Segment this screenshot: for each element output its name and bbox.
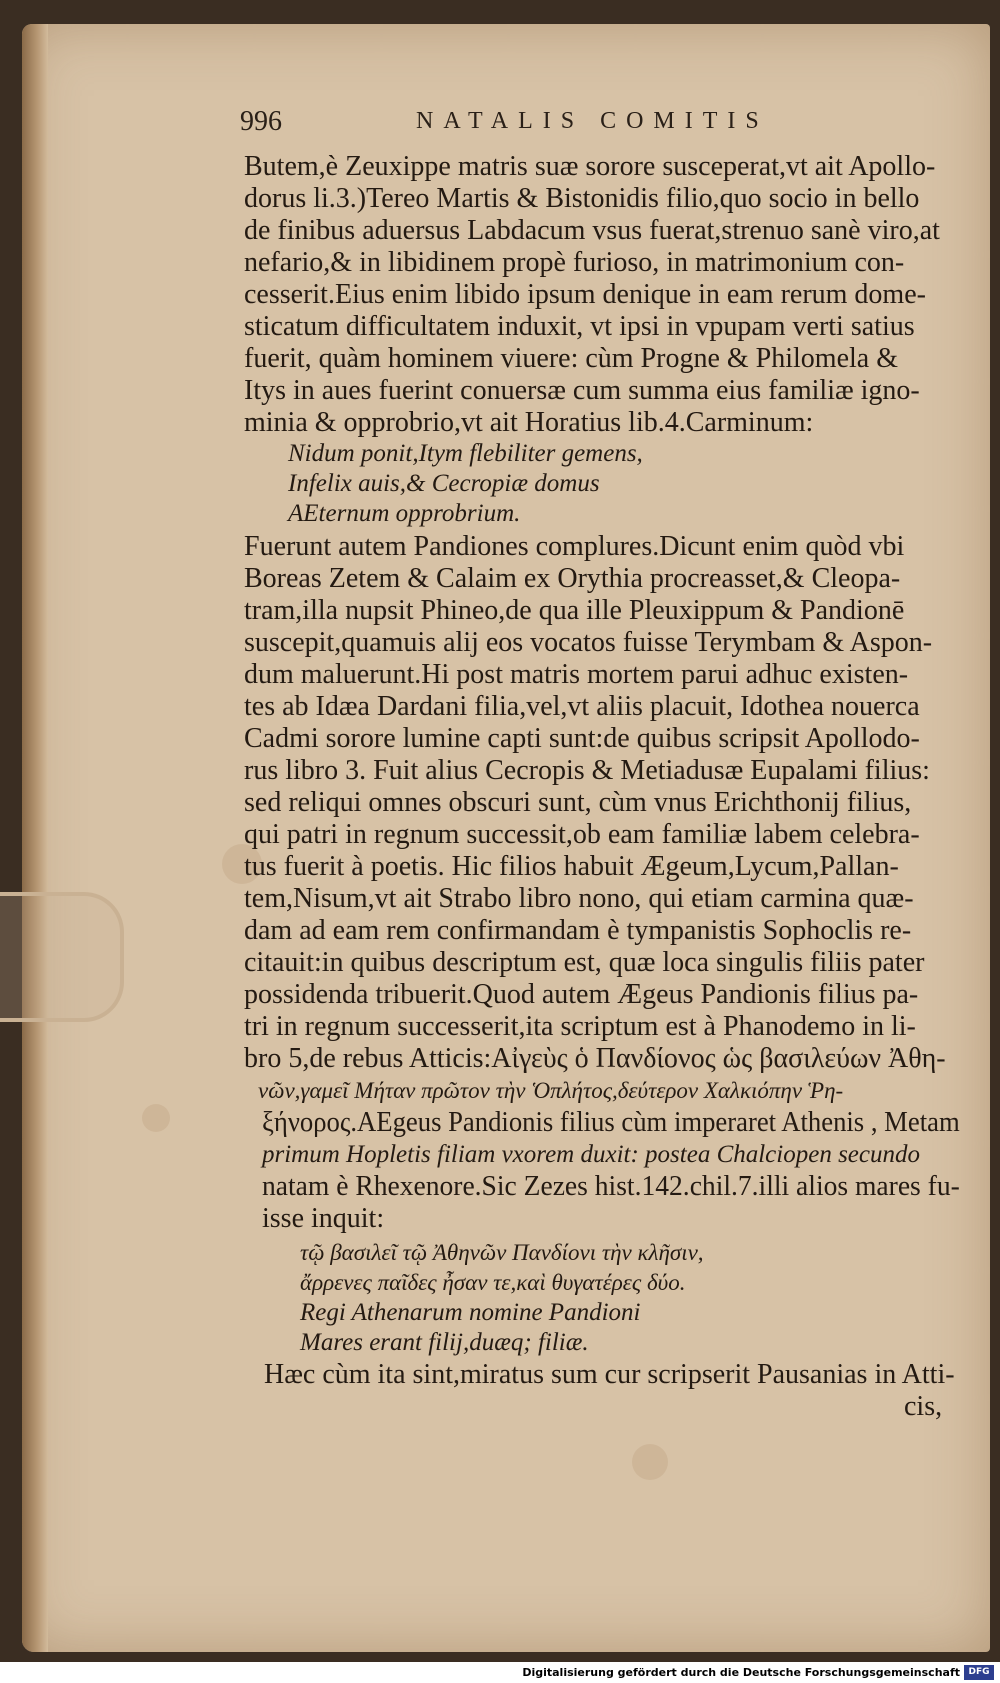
text-line: dam ad eam rem confirmandam è tympanistis Sophoclis re-	[244, 915, 912, 946]
text-line: qui patri in regnum successit,ob eam familiæ labem celebra-	[244, 819, 920, 850]
text-line: primum Hopletis filiam vxorem duxit: postea Chalciopen secundo	[262, 1141, 920, 1168]
text-line: tri in regnum successerit,ita scriptum est à Phanodemo in li-	[244, 1011, 916, 1042]
digitization-footer	[0, 1662, 1000, 1683]
text-line: Boreas Zetem & Calaim ex Orythia procreasset,& Cleopa-	[244, 563, 901, 594]
running-title: NATALIS COMITIS	[416, 108, 769, 134]
text-line: sed reliqui omnes obscuri sunt, cùm vnus Erichthonij filius,	[244, 787, 912, 818]
text-line: dum maluerunt.Hi post matris mortem parui adhuc existen-	[244, 659, 909, 690]
text-line: Cadmi sorore lumine capti sunt:de quibus scripsit Apollodo-	[244, 723, 920, 754]
text-line: minia & opprobrio,vt ait Horatius lib.4.Carminum:	[244, 407, 814, 438]
text-line: Itys in aues fuerint conuersæ cum summa eius familiæ igno-	[244, 375, 920, 406]
text-line: rus libro 3. Fuit alius Cecropis & Metiadusæ Eupalami filius:	[244, 755, 930, 786]
text-line: Nidum ponit,Itym flebiliter gemens,	[288, 440, 643, 467]
text-line: natam è Rhexenore.Sic Zezes hist.142.chil.7.illi alios mares fu-	[262, 1171, 960, 1202]
text-line: dorus li.3.)Tereo Martis & Bistonidis filio,quo socio in bello	[244, 183, 920, 214]
text-line: ἄρρενες παῖδες ἦσαν τε,καὶ θυγατέρες δύο.	[300, 1270, 686, 1295]
text-line: sticatum difficultatem induxit, vt ipsi in vpupam verti satius	[244, 311, 915, 342]
text-line: νῶν,γαμεῖ Μήταν πρῶτον τὴν Ὁπλήτος,δεύτερον Χαλκιόπην Ῥη-	[258, 1078, 844, 1103]
text-line: Infelix auis,& Cecropiæ domus	[288, 470, 600, 497]
text-line: tem,Nisum,vt ait Strabo libro nono, qui etiam carmina quæ-	[244, 883, 914, 914]
text-line: isse inquit:	[262, 1203, 385, 1234]
text-line: tram,illa nupsit Phineo,de qua ille Pleuxippum & Pandionē	[244, 595, 905, 626]
text-line: cis,	[904, 1391, 943, 1422]
text-line: Mares erant filij,duæq; filiæ.	[300, 1329, 589, 1356]
text-line: possidenda tribuerit.Quod autem Ægeus Pandionis filius pa-	[244, 979, 919, 1010]
text-line: Hæc cùm ita sint,miratus sum cur scripserit Pausanias in Atti-	[264, 1359, 955, 1390]
page-number: 996	[240, 106, 282, 137]
text-line: Butem,è Zeuxippe matris suæ sorore susceperat,vt ait Apollo-	[244, 151, 936, 182]
text-line: nefario,& in libidinem propè furioso, in matrimonium con-	[244, 247, 905, 278]
text-line: fuerit, quàm hominem viuere: cùm Progne & Philomela &	[244, 343, 898, 374]
text-line: de finibus aduersus Labdacum vsus fuerat,strenuo sanè viro,at	[244, 215, 940, 246]
text-line: bro 5,de rebus Atticis:Αἰγεὺς ὁ Πανδίονος ὡς βασιλεύων Ἀθη-	[244, 1043, 946, 1074]
text-line: AEternum opprobrium.	[288, 500, 521, 527]
text-line: Fuerunt autem Pandiones complures.Dicunt enim quòd vbi	[244, 531, 905, 562]
text-line: τῷ βασιλεῖ τῷ Ἀθηνῶν Πανδίονι τὴν κλῆσιν,	[300, 1240, 704, 1265]
text-line: ξήνορος.AEgeus Pandionis filius cùm imperaret Athenis , Metam	[262, 1107, 960, 1138]
text-line: Regi Athenarum nomine Pandioni	[300, 1299, 641, 1326]
text-line: cesserit.Eius enim libido ipsum denique in eam rerum dome-	[244, 279, 926, 310]
funding-credit: Digitalisierung gefördert durch die Deutsche Forschungsgemeinschaft	[522, 1666, 960, 1679]
text-line: tus fuerit à poetis. Hic filios habuit Ægeum,Lycum,Pallan-	[244, 851, 899, 882]
dfg-logo: DFG	[964, 1665, 994, 1680]
text-line: suscepit,quamuis alij eos vocatos fuisse Terymbam & Aspon-	[244, 627, 933, 658]
text-line: citauit:in quibus descriptum est, quæ loca singulis filiis pater	[244, 947, 925, 978]
text-line: tes ab Idæa Dardani filia,vel,vt aliis placuit, Idothea nouerca	[244, 691, 920, 722]
